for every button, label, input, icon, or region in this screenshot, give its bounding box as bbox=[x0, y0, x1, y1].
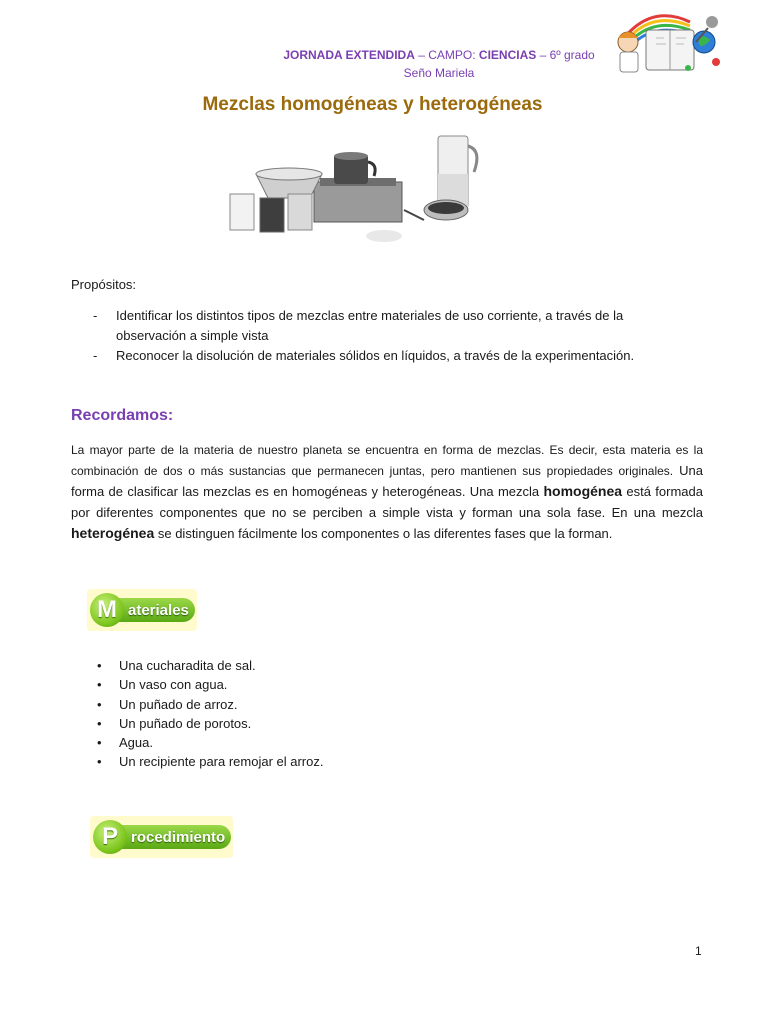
procedimiento-badge bbox=[90, 816, 233, 858]
materials-list bbox=[97, 656, 323, 772]
page-title: Mezclas homogéneas y heterogéneas bbox=[202, 94, 543, 115]
materiales-badge-letter: M bbox=[90, 593, 124, 627]
homogenea-term: homogénea bbox=[543, 483, 623, 499]
lab-mixtures-photo bbox=[224, 124, 494, 254]
header-jornada: JORNADA EXTENDIDA bbox=[283, 48, 415, 62]
procedimiento-badge-text: rocedimiento bbox=[117, 825, 231, 849]
material-item: • Un puñado de porotos. bbox=[97, 714, 323, 733]
header-ciencias: CIENCIAS bbox=[478, 48, 537, 62]
header-campo: – CAMPO: bbox=[414, 48, 479, 62]
material-item: • Un puñado de arroz. bbox=[97, 695, 323, 714]
header-grado: – 6º grado bbox=[536, 48, 595, 62]
material-item: • Un recipiente para remojar el arroz. bbox=[97, 752, 323, 771]
document-header bbox=[230, 46, 648, 82]
recordamos-text-1: La mayor parte de la materia de nuestro planeta se encuentra en forma de mezclas. Es decir, esta materia es la combinación de dos o más sustancias que permanecen juntas, pero mantienen sus propiedades originales. bbox=[71, 443, 703, 478]
header-teacher: Seño Mariela bbox=[403, 66, 475, 80]
material-item: • Una cucharadita de sal. bbox=[97, 656, 323, 675]
material-item: • Agua. bbox=[97, 733, 323, 752]
materiales-badge-text: ateriales bbox=[114, 598, 195, 622]
recordamos-text-2: Una forma de clasificar las mezclas es en homogéneas y heterogéneas. Una mezcla bbox=[71, 462, 703, 499]
header-line-1 bbox=[230, 46, 648, 64]
purposes-list bbox=[93, 306, 683, 366]
purpose-item-2: - Reconocer la disolución de materiales sólidos en líquidos, a través de la experimentación. bbox=[93, 346, 683, 366]
procedimiento-badge-letter: P bbox=[93, 820, 127, 854]
recordamos-heading: Recordamos: bbox=[71, 407, 174, 424]
purpose-item-1: - Identificar los distintos tipos de mezclas entre materiales de uso corriente, a través de la observación a simple vista bbox=[93, 306, 683, 346]
heterogenea-term: heterogénea bbox=[71, 525, 155, 541]
purposes-label: Propósitos: bbox=[71, 277, 137, 292]
science-kids-logo bbox=[612, 8, 730, 80]
recordamos-paragraph bbox=[71, 440, 703, 545]
material-item: • Un vaso con agua. bbox=[97, 675, 323, 694]
recordamos-text-4: se distinguen fácilmente los componentes o las diferentes fases que la forman. bbox=[154, 526, 613, 541]
page-number: 1 bbox=[695, 944, 702, 958]
recordamos-text-3: está formada por diferentes componentes que no se perciben a simple vista y forman una sola fase. En una mezcla bbox=[71, 484, 703, 520]
materiales-badge bbox=[87, 589, 197, 631]
